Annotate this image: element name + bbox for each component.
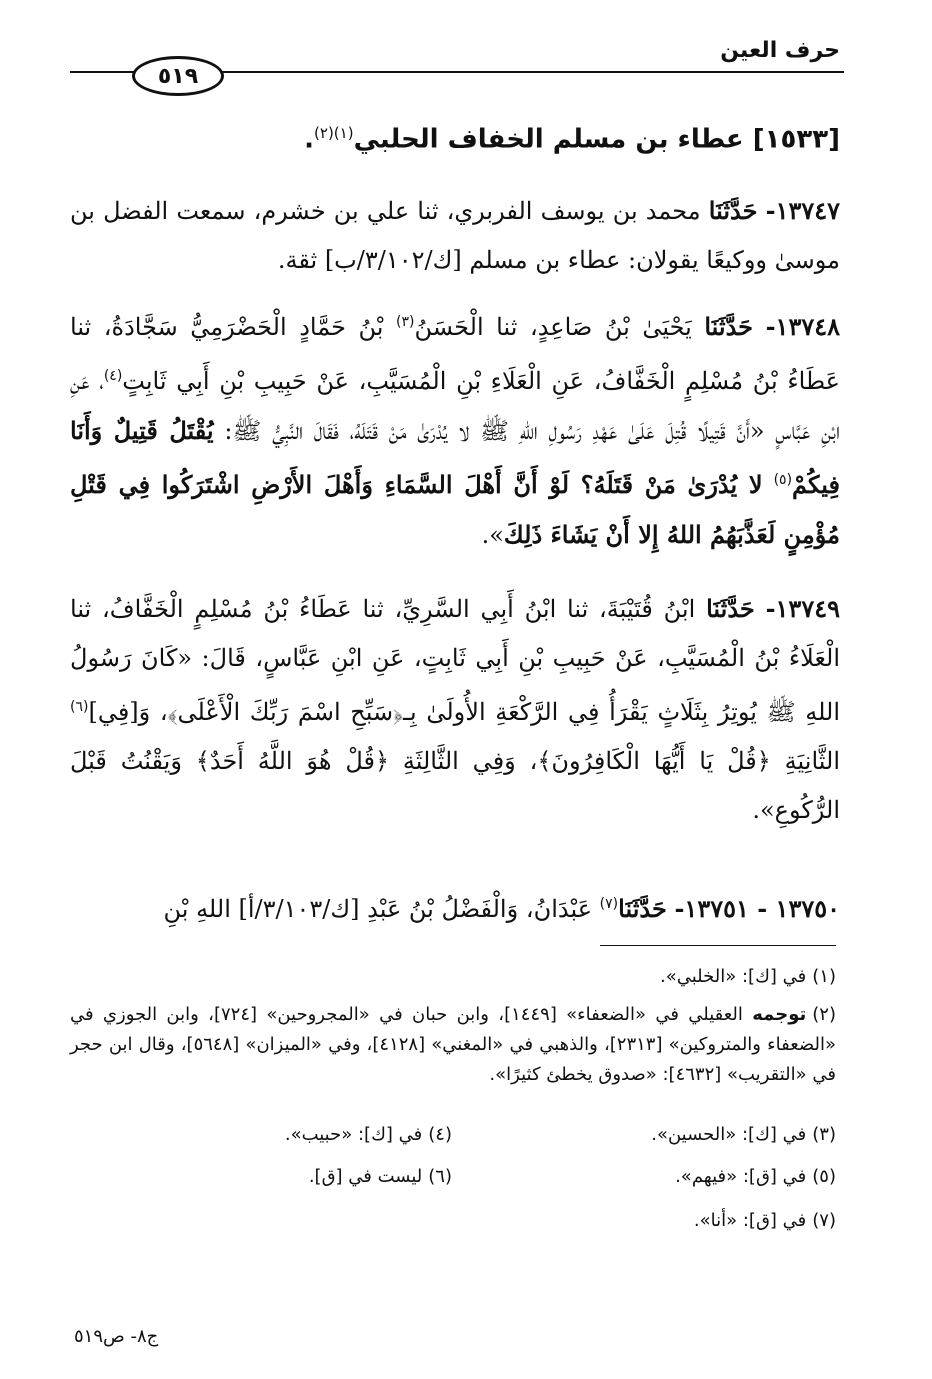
entry-title-footnote-ref: (١)(٢) (314, 124, 354, 142)
footnote-text: في [ك]: «الحسين». (651, 1124, 807, 1145)
page-number: ٥١٩ (157, 63, 199, 89)
haddathana-word: حَدَّثَنَا (706, 594, 755, 623)
hadith-text: ، عَنِ ابْنِ عَبَّاسٍ «أَنَّ قَتِيلًا قُتِلَ عَلَىٰ عَهْدِ رَسُولِ اللهِ ﷺ لا يُدْرَىٰ مَنْ قَتَلَهُ، فَقَالَ النَّبِيُّ ﷺ: (70, 367, 840, 445)
footnote (309, 1162, 452, 1192)
hadith-text: ابْنُ قُتَيْبَةَ، ثنا ابْنُ أَبِي السَّرِيِّ، ثنا عَطَاءُ بْنُ مُسْلِمٍ الْخَفَّافُ، ثنا الْعَلَاءُ بْنُ الْمُسَيَّبِ، عَنْ حَبِيبِ بْنِ أَبِي ثَابِتٍ، عَنِ ابْنِ عَبَّاسٍ، قَالَ: «كَانَ رَسُولُ اللهِ ﷺ يُوتِرُ بِثَلَاثٍ يَقْرَأُ فِي الرَّكْعَةِ الأُولَىٰ بِـ﴿سَبِّحِ اسْمَ رَبِّكَ الْأَعْلَى﴾، وَ[فِي] (70, 595, 840, 726)
footnote-number: (٧) (812, 1210, 836, 1231)
footnote-ref: (٦) (70, 699, 89, 715)
prophetic-quote: يُقْتَلُ قَتِيلٌ وَأَنَا فِيكُمْ (70, 416, 840, 499)
footnote-number: (٥) (812, 1166, 836, 1187)
entry-title (70, 124, 840, 155)
hadith-paragraph (70, 186, 840, 285)
hadith-paragraph (70, 880, 840, 934)
footnote (96, 962, 836, 992)
footnote-text: في [ق]: «فيهم». (675, 1166, 807, 1187)
footnote-number: (٣) (812, 1124, 836, 1145)
hadith-number: ١٣٧٤٨- (765, 312, 840, 341)
footnote-ref: (٤) (103, 368, 123, 384)
footnote-number: (٢) (812, 1004, 836, 1025)
prophetic-quote: لا يُدْرَىٰ مَنْ قَتَلَهُ؟ لَوْ أَنَّ أَهْلَ السَّمَاءِ وَأَهْلَ الأَرْضِ اشْتَرَكُوا فِي قَتْلِ مُؤْمِنٍ لَعَذَّبَهُمُ اللهُ إِلا أَنْ يَشَاءَ ذَلِكَ (70, 470, 840, 549)
page-number-badge (132, 56, 224, 96)
footnote (285, 1120, 452, 1150)
footnote-ref: (٧) (599, 896, 619, 912)
hadith-text: يَحْيَىٰ بْنُ صَاعِدٍ، ثنا الْحَسَنُ (414, 313, 692, 341)
footnote-text: في [ك]: «حبيب». (284, 1124, 423, 1145)
hadith-number: ١٣٧٤٧- (765, 196, 841, 225)
footnote-ref: (٥) (773, 472, 793, 488)
haddathana-word: حَدَّثَنَا (704, 312, 754, 341)
hadith-paragraph (70, 584, 840, 835)
footnote-number: (٤) (428, 1124, 452, 1145)
footnote (675, 1162, 836, 1192)
hadith-number: ١٣٧٤٩- (765, 594, 840, 623)
haddathana-word: حَدَّثَنَا (708, 196, 758, 225)
hadith-text: عَبْدَانُ، وَالْفَضْلُ بْنُ عَبْدِ [ك/٣/١٠٣/أ] اللهِ بْنِ (163, 895, 593, 923)
footnote-bold-word: توجمه (752, 1004, 807, 1025)
hadith-paragraph (70, 298, 840, 560)
footnote-ref: (٣) (395, 314, 415, 330)
quote-end: ». (481, 521, 504, 549)
footnote-number: (١) (812, 966, 836, 987)
footnote-text: في [ك]: «الخلبي». (660, 966, 807, 987)
hadith-text: الثَّانِيَةِ ﴿قُلْ يَا أَيُّهَا الْكَافِرُونَ﴾، وَفِي الثَّالِثَةِ ﴿قُلْ هُوَ اللَّهُ أَحَدٌ﴾ وَيَقْنُتُ قَبْلَ الرُّكُوعِ». (70, 747, 840, 824)
footnote-text: العقيلي في «الضعفاء» [١٤٤٩]، وابن حبان في «المجروحين» [٧٢٤]، وابن الجوزي في «الضعفاء والمتروكين» [٢٣١٣]، والذهبي في «المغني» [٤١٢٨]، وفي «الميزان» [٥٦٤٨]، وقال ابن حجر في «التقريب» [٤٦٣٢]: «صدوق يخطئ كثيرًا». (70, 1004, 837, 1085)
hadith-text: محمد بن يوسف الفربري، ثنا علي بن خشرم، سمعت الفضل بن موسىٰ ووكيعًا يقولان: عطاء بن مسلم [ك/٣/١٠٢/ب] ثقة. (70, 197, 840, 274)
footnote-text: في [ق]: «أنا». (693, 1210, 807, 1231)
hadith-number: ١٣٧٥٠ - ١٣٧٥١- (674, 894, 840, 923)
footnote-number: (٦) (428, 1166, 452, 1187)
footnote (651, 1120, 836, 1150)
footnote-separator (600, 945, 836, 946)
footnote (694, 1206, 836, 1236)
footnote-text: ليست في [ق]. (308, 1166, 423, 1187)
page-footer: ج٨- ص٥١٩ (74, 1326, 159, 1347)
entry-title-text: [١٥٣٣] عطاء بن مسلم الخفاف الحلبي (353, 124, 840, 155)
running-header-title: حرف العين (720, 38, 840, 63)
haddathana-word: حَدَّثَنَا (618, 894, 667, 923)
hadith-text: بْنُ حَمَّادٍ الْحَضْرَمِيُّ سَجَّادَةُ، ثنا عَطَاءُ بْنُ مُسْلِمٍ الْخَفَّافُ، عَنِ الْعَلَاءِ بْنِ الْمُسَيَّبِ، عَنْ حَبِيبِ بْنِ أَبِي ثَابِتٍ (70, 313, 841, 395)
entry-title-end: . (304, 124, 315, 155)
footnote (70, 1000, 836, 1090)
